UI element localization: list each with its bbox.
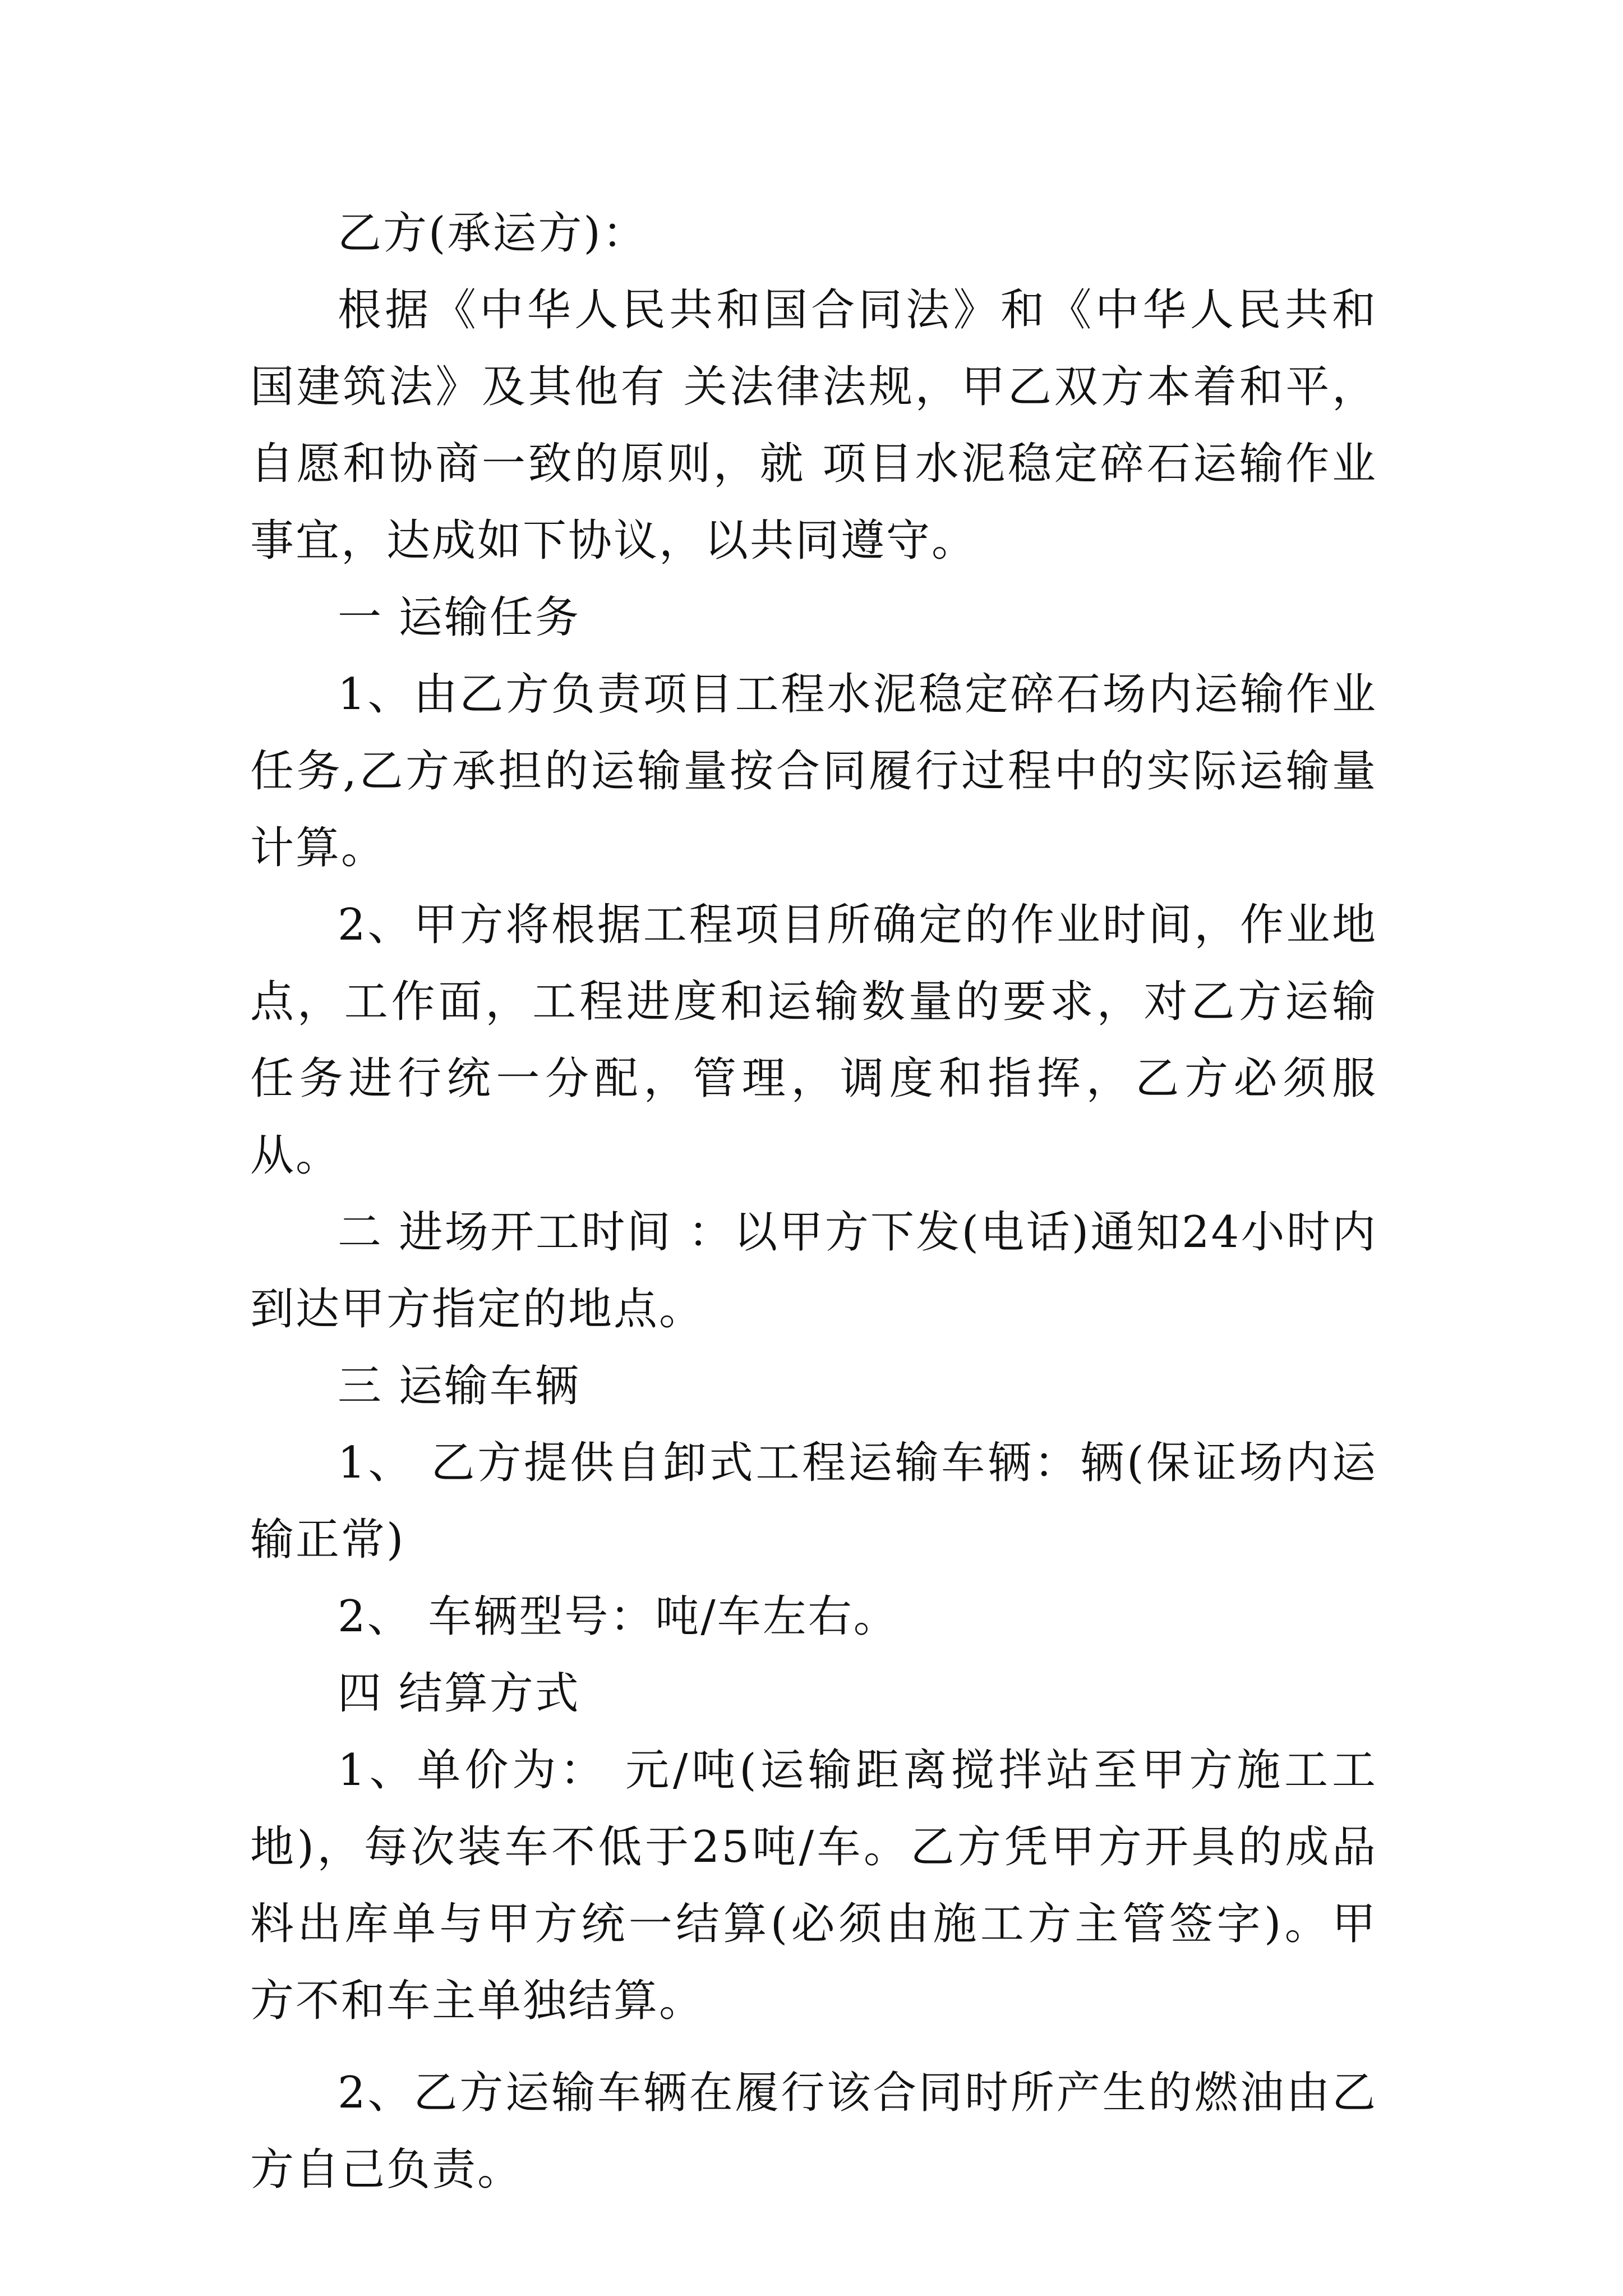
section-2-paragraph: 二 进场开工时间 ：以甲方下发(电话)通知24小时内到达甲方指定的地点。 (250, 1207, 1377, 1335)
section-1-item-1: 1、由乙方负责项目工程水泥稳定碎石场内运输作业任务,乙方承担的运输量按合同履行过程中的实际运输量计算。 (250, 669, 1377, 873)
section-3-item-1: 1、 乙方提供自卸式工程运输车辆：辆(保证场内运输正常) (250, 1438, 1377, 1565)
section-4-heading: 四 结算方式 (338, 1668, 580, 1719)
document-body (250, 195, 1377, 2208)
preamble-paragraph: 根据《中华人民共和国合同法》和《中华人民共和国建筑法》及其他有 关法律法规，甲乙双方本着和平，自愿和协商一致的原则，就 项目水泥稳定碎石运输作业事宜，达成如下协议，以共同遵守。 (250, 285, 1377, 566)
section-3-heading: 三 运输车辆 (338, 1361, 580, 1411)
section-4-item-1: 1、单价为： 元/吨(运输距离搅拌站至甲方施工工地)，每次装车不低于25吨/车。乙方凭甲方开具的成品料出库单与甲方统一结算(必须由施工方主管签字)。甲方不和车主单独结算。 (250, 1745, 1377, 2026)
section-1-item-2: 2、甲方将根据工程项目所确定的作业时间，作业地点，工作面，工程进度和运输数量的要求，对乙方运输任务进行统一分配，管理，调度和指挥，乙方必须服从。 (250, 900, 1377, 1181)
section-3-item-2: 2、 车辆型号：吨/车左右。 (338, 1591, 899, 1642)
party-b-line: 乙方(承运方)： (338, 208, 648, 259)
section-4-item-2: 2、乙方运输车辆在履行该合同时所产生的燃油由乙方自己负责。 (250, 2068, 1377, 2195)
section-1-heading: 一 运输任务 (338, 592, 580, 643)
